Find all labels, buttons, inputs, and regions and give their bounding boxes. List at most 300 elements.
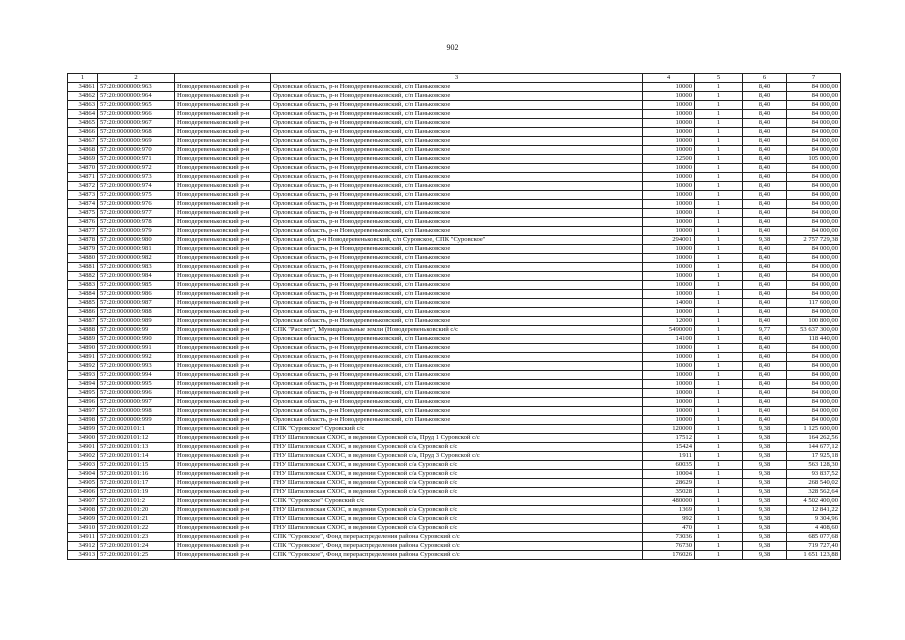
address-cell: СПК "Рассвет", Муниципальные земли (Новодеревеньковский с/с [271, 326, 643, 335]
cadastral-number-cell: 57:20:0000000:977 [98, 209, 175, 218]
table-row [68, 254, 841, 263]
count-cell: 1 [695, 326, 743, 335]
rate-cell: 9,38 [743, 515, 787, 524]
address-cell: Орловская область, р-н Новодеревеньковский, с/п Паньковское [271, 128, 643, 137]
cadastral-value-cell: 685 077,68 [787, 533, 841, 542]
rate-cell: 9,38 [743, 236, 787, 245]
cadastral-value-cell: 84 000,00 [787, 407, 841, 416]
count-cell: 1 [695, 200, 743, 209]
rate-cell: 8,40 [743, 164, 787, 173]
district-cell: Новодеревеньковский р-н [175, 92, 271, 101]
cadastral-value-cell: 84 000,00 [787, 209, 841, 218]
address-cell: Орловская область, р-н Новодеревеньковский, с/п Паньковское [271, 137, 643, 146]
cadastral-number-cell: 57:20:0000000:981 [98, 245, 175, 254]
cadastral-value-cell: 144 677,12 [787, 443, 841, 452]
address-cell: ГНУ Шатиловская СХОС, в ведении Суровской с/а Суровской с/с [271, 470, 643, 479]
area-cell: 10000 [643, 182, 695, 191]
rate-cell: 8,40 [743, 371, 787, 380]
rate-cell: 9,38 [743, 551, 787, 560]
rate-cell: 8,40 [743, 272, 787, 281]
cadastral-value-cell: 563 128,30 [787, 461, 841, 470]
row-number-cell: 34887 [68, 317, 98, 326]
area-cell: 10000 [643, 245, 695, 254]
address-cell: ГНУ Шатиловская СХОС, в ведении Суровской с/а Суровской с/с [271, 515, 643, 524]
district-cell: Новодеревеньковский р-н [175, 488, 271, 497]
column-header: 4 [643, 74, 695, 83]
address-cell: Орловская область, р-н Новодеревеньковский, с/п Паньковское [271, 380, 643, 389]
row-number-cell: 34910 [68, 524, 98, 533]
district-cell: Новодеревеньковский р-н [175, 308, 271, 317]
table-row [68, 146, 841, 155]
district-cell: Новодеревеньковский р-н [175, 173, 271, 182]
cadastral-number-cell: 57:20:0000000:975 [98, 191, 175, 200]
table-row [68, 515, 841, 524]
rate-cell: 8,40 [743, 344, 787, 353]
count-cell: 1 [695, 236, 743, 245]
table-row [68, 398, 841, 407]
table-row [68, 416, 841, 425]
district-cell: Новодеревеньковский р-н [175, 218, 271, 227]
cadastral-number-cell: 57:20:0020101:23 [98, 533, 175, 542]
cadastral-number-cell: 57:20:0020101:2 [98, 497, 175, 506]
cadastral-value-cell: 84 000,00 [787, 353, 841, 362]
table-row [68, 479, 841, 488]
district-cell: Новодеревеньковский р-н [175, 425, 271, 434]
count-cell: 1 [695, 389, 743, 398]
cadastral-value-table-container [67, 73, 840, 560]
cadastral-value-cell: 84 000,00 [787, 290, 841, 299]
cadastral-value-cell: 84 000,00 [787, 137, 841, 146]
table-row [68, 218, 841, 227]
table-row [68, 542, 841, 551]
rate-cell: 8,40 [743, 200, 787, 209]
row-number-cell: 34867 [68, 137, 98, 146]
row-number-cell: 34888 [68, 326, 98, 335]
address-cell: Орловская область, р-н Новодеревеньковский, с/п Паньковское [271, 344, 643, 353]
area-cell: 1369 [643, 506, 695, 515]
count-cell: 1 [695, 110, 743, 119]
cadastral-value-cell: 84 000,00 [787, 83, 841, 92]
rate-cell: 8,40 [743, 137, 787, 146]
cadastral-value-cell: 268 540,02 [787, 479, 841, 488]
row-number-cell: 34863 [68, 101, 98, 110]
cadastral-value-cell: 84 000,00 [787, 389, 841, 398]
district-cell: Новодеревеньковский р-н [175, 416, 271, 425]
header-row [68, 74, 841, 83]
district-cell: Новодеревеньковский р-н [175, 479, 271, 488]
address-cell: ГНУ Шатиловская СХОС, в ведении Суровской с/а, Пруд 3 Суровской с/с [271, 452, 643, 461]
count-cell: 1 [695, 425, 743, 434]
count-cell: 1 [695, 218, 743, 227]
district-cell: Новодеревеньковский р-н [175, 128, 271, 137]
count-cell: 1 [695, 371, 743, 380]
rate-cell: 8,40 [743, 335, 787, 344]
row-number-cell: 34900 [68, 434, 98, 443]
address-cell: ГНУ Шатиловская СХОС, в ведении Суровской с/а Суровской с/с [271, 443, 643, 452]
address-cell: СПК "Суровское", Фонд перераспределения района Суровский с/с [271, 542, 643, 551]
rate-cell: 8,40 [743, 254, 787, 263]
cadastral-value-cell: 53 637 300,00 [787, 326, 841, 335]
table-row [68, 380, 841, 389]
area-cell: 10000 [643, 407, 695, 416]
cadastral-number-cell: 57:20:0020101:12 [98, 434, 175, 443]
address-cell: Орловская область, р-н Новодеревеньковский, с/п Паньковское [271, 146, 643, 155]
rate-cell: 8,40 [743, 182, 787, 191]
table-row [68, 281, 841, 290]
address-cell: Орловская область, р-н Новодеревеньковский, с/п Паньковское [271, 362, 643, 371]
cadastral-value-cell: 84 000,00 [787, 101, 841, 110]
table-row [68, 263, 841, 272]
cadastral-value-cell: 719 727,40 [787, 542, 841, 551]
count-cell: 1 [695, 380, 743, 389]
row-number-cell: 34884 [68, 290, 98, 299]
area-cell: 480000 [643, 497, 695, 506]
cadastral-number-cell: 57:20:0000000:984 [98, 272, 175, 281]
row-number-cell: 34909 [68, 515, 98, 524]
cadastral-value-cell: 12 841,22 [787, 506, 841, 515]
district-cell: Новодеревеньковский р-н [175, 533, 271, 542]
address-cell: Орловская область, р-н Новодеревеньковский, с/п Паньковское [271, 281, 643, 290]
cadastral-number-cell: 57:20:0000000:980 [98, 236, 175, 245]
area-cell: 35028 [643, 488, 695, 497]
cadastral-value-cell: 84 000,00 [787, 110, 841, 119]
count-cell: 1 [695, 92, 743, 101]
area-cell: 10000 [643, 200, 695, 209]
cadastral-value-cell: 84 000,00 [787, 272, 841, 281]
cadastral-value-cell: 4 502 400,00 [787, 497, 841, 506]
count-cell: 1 [695, 542, 743, 551]
table-row [68, 173, 841, 182]
cadastral-value-cell: 84 000,00 [787, 200, 841, 209]
row-number-cell: 34877 [68, 227, 98, 236]
row-number-cell: 34911 [68, 533, 98, 542]
cadastral-value-cell: 105 000,00 [787, 155, 841, 164]
address-cell: Орловская область, р-н Новодеревеньковский, с/п Паньковское [271, 182, 643, 191]
row-number-cell: 34880 [68, 254, 98, 263]
cadastral-number-cell: 57:20:0000000:985 [98, 281, 175, 290]
count-cell: 1 [695, 479, 743, 488]
address-cell: Орловская область, р-н Новодеревеньковский, с/п Паньковское [271, 110, 643, 119]
table-row [68, 497, 841, 506]
rate-cell: 8,40 [743, 128, 787, 137]
row-number-cell: 34861 [68, 83, 98, 92]
cadastral-number-cell: 57:20:0000000:991 [98, 344, 175, 353]
area-cell: 10000 [643, 416, 695, 425]
column-header [175, 74, 271, 83]
count-cell: 1 [695, 470, 743, 479]
district-cell: Новодеревеньковский р-н [175, 119, 271, 128]
rate-cell: 8,40 [743, 308, 787, 317]
area-cell: 10000 [643, 353, 695, 362]
district-cell: Новодеревеньковский р-н [175, 290, 271, 299]
count-cell: 1 [695, 515, 743, 524]
count-cell: 1 [695, 317, 743, 326]
count-cell: 1 [695, 443, 743, 452]
cadastral-number-cell: 57:20:0020101:14 [98, 452, 175, 461]
cadastral-value-cell: 117 600,00 [787, 299, 841, 308]
district-cell: Новодеревеньковский р-н [175, 146, 271, 155]
district-cell: Новодеревеньковский р-н [175, 209, 271, 218]
table-row [68, 110, 841, 119]
district-cell: Новодеревеньковский р-н [175, 254, 271, 263]
row-number-cell: 34891 [68, 353, 98, 362]
row-number-cell: 34872 [68, 182, 98, 191]
table-row [68, 533, 841, 542]
table-row [68, 389, 841, 398]
count-cell: 1 [695, 524, 743, 533]
count-cell: 1 [695, 209, 743, 218]
district-cell: Новодеревеньковский р-н [175, 515, 271, 524]
area-cell: 10000 [643, 371, 695, 380]
rate-cell: 9,38 [743, 461, 787, 470]
cadastral-value-cell: 84 000,00 [787, 308, 841, 317]
row-number-cell: 34902 [68, 452, 98, 461]
row-number-cell: 34873 [68, 191, 98, 200]
address-cell: Орловская область, р-н Новодеревеньковский, с/п Паньковское [271, 335, 643, 344]
area-cell: 17512 [643, 434, 695, 443]
address-cell: Орловская область, р-н Новодеревеньковский, с/п Паньковское [271, 155, 643, 164]
cadastral-number-cell: 57:20:0000000:976 [98, 200, 175, 209]
area-cell: 60035 [643, 461, 695, 470]
area-cell: 73036 [643, 533, 695, 542]
district-cell: Новодеревеньковский р-н [175, 452, 271, 461]
rate-cell: 8,40 [743, 281, 787, 290]
rate-cell: 8,40 [743, 92, 787, 101]
cadastral-number-cell: 57:20:0020101:22 [98, 524, 175, 533]
area-cell: 14100 [643, 335, 695, 344]
column-header: 3 [271, 74, 643, 83]
table-row [68, 317, 841, 326]
cadastral-value-cell: 84 000,00 [787, 227, 841, 236]
table-row [68, 362, 841, 371]
area-cell: 12000 [643, 317, 695, 326]
district-cell: Новодеревеньковский р-н [175, 155, 271, 164]
count-cell: 1 [695, 335, 743, 344]
cadastral-value-cell: 84 000,00 [787, 128, 841, 137]
address-cell: Орловская область, р-н Новодеревеньковский, с/п Паньковское [271, 317, 643, 326]
address-cell: Орловская область, р-н Новодеревеньковский, с/п Паньковское [271, 308, 643, 317]
count-cell: 1 [695, 290, 743, 299]
address-cell: СПК "Суровское" Суровский с/с [271, 497, 643, 506]
area-cell: 10000 [643, 227, 695, 236]
address-cell: Орловская область, р-н Новодеревеньковский, с/п Паньковское [271, 227, 643, 236]
cadastral-number-cell: 57:20:0000000:979 [98, 227, 175, 236]
row-number-cell: 34879 [68, 245, 98, 254]
row-number-cell: 34874 [68, 200, 98, 209]
area-cell: 10000 [643, 101, 695, 110]
cadastral-value-cell: 84 000,00 [787, 398, 841, 407]
count-cell: 1 [695, 434, 743, 443]
address-cell: Орловская область, р-н Новодеревеньковский, с/п Паньковское [271, 101, 643, 110]
address-cell: Орловская область, р-н Новодеревеньковский, с/п Паньковское [271, 398, 643, 407]
district-cell: Новодеревеньковский р-н [175, 200, 271, 209]
cadastral-value-cell: 84 000,00 [787, 380, 841, 389]
table-row [68, 236, 841, 245]
table-row [68, 137, 841, 146]
cadastral-number-cell: 57:20:0000000:988 [98, 308, 175, 317]
column-header: 1 [68, 74, 98, 83]
rate-cell: 8,40 [743, 389, 787, 398]
district-cell: Новодеревеньковский р-н [175, 389, 271, 398]
rate-cell: 8,40 [743, 191, 787, 200]
cadastral-value-cell: 84 000,00 [787, 371, 841, 380]
cadastral-number-cell: 57:20:0000000:963 [98, 83, 175, 92]
rate-cell: 8,40 [743, 110, 787, 119]
row-number-cell: 34905 [68, 479, 98, 488]
rate-cell: 8,40 [743, 263, 787, 272]
cadastral-number-cell: 57:20:0020101:16 [98, 470, 175, 479]
cadastral-number-cell: 57:20:0020101:17 [98, 479, 175, 488]
row-number-cell: 34889 [68, 335, 98, 344]
address-cell: Орловская область, р-н Новодеревеньковский, с/п Паньковское [271, 209, 643, 218]
area-cell: 10000 [643, 290, 695, 299]
address-cell: Орловская область, р-н Новодеревеньковский, с/п Паньковское [271, 83, 643, 92]
district-cell: Новодеревеньковский р-н [175, 542, 271, 551]
area-cell: 10000 [643, 344, 695, 353]
rate-cell: 9,38 [743, 506, 787, 515]
address-cell: Орловская область, р-н Новодеревеньковский, с/п Паньковское [271, 353, 643, 362]
cadastral-value-cell: 100 800,00 [787, 317, 841, 326]
area-cell: 10000 [643, 164, 695, 173]
table-row [68, 164, 841, 173]
cadastral-value-cell: 1 125 600,00 [787, 425, 841, 434]
address-cell: Орловская область, р-н Новодеревеньковский, с/п Паньковское [271, 272, 643, 281]
cadastral-number-cell: 57:20:0000000:983 [98, 263, 175, 272]
area-cell: 470 [643, 524, 695, 533]
row-number-cell: 34906 [68, 488, 98, 497]
cadastral-number-cell: 57:20:0020101:24 [98, 542, 175, 551]
rate-cell: 9,38 [743, 497, 787, 506]
cadastral-number-cell: 57:20:0000000:968 [98, 128, 175, 137]
row-number-cell: 34892 [68, 362, 98, 371]
row-number-cell: 34876 [68, 218, 98, 227]
district-cell: Новодеревеньковский р-н [175, 83, 271, 92]
rate-cell: 8,40 [743, 209, 787, 218]
cadastral-value-cell: 84 000,00 [787, 191, 841, 200]
row-number-cell: 34886 [68, 308, 98, 317]
count-cell: 1 [695, 155, 743, 164]
area-cell: 992 [643, 515, 695, 524]
count-cell: 1 [695, 119, 743, 128]
area-cell: 10000 [643, 137, 695, 146]
cadastral-value-cell: 4 408,60 [787, 524, 841, 533]
district-cell: Новодеревеньковский р-н [175, 461, 271, 470]
table-row [68, 182, 841, 191]
address-cell: СПК "Суровское", Фонд перераспределения района Суровский с/с [271, 533, 643, 542]
row-number-cell: 34878 [68, 236, 98, 245]
cadastral-value-cell: 84 000,00 [787, 416, 841, 425]
area-cell: 120000 [643, 425, 695, 434]
address-cell: ГНУ Шатиловская СХОС, в ведении Суровской с/а Суровской с/с [271, 479, 643, 488]
cadastral-value-cell: 17 925,18 [787, 452, 841, 461]
rate-cell: 8,40 [743, 317, 787, 326]
area-cell: 1911 [643, 452, 695, 461]
cadastral-number-cell: 57:20:0000000:974 [98, 182, 175, 191]
cadastral-number-cell: 57:20:0000000:989 [98, 317, 175, 326]
count-cell: 1 [695, 353, 743, 362]
cadastral-number-cell: 57:20:0020101:1 [98, 425, 175, 434]
count-cell: 1 [695, 272, 743, 281]
district-cell: Новодеревеньковский р-н [175, 371, 271, 380]
address-cell: Орловская область, р-н Новодеревеньковский, с/п Паньковское [271, 218, 643, 227]
count-cell: 1 [695, 164, 743, 173]
address-cell: Орловская область, р-н Новодеревеньковский, с/п Паньковское [271, 173, 643, 182]
rate-cell: 8,40 [743, 218, 787, 227]
area-cell: 176026 [643, 551, 695, 560]
cadastral-number-cell: 57:20:0020101:19 [98, 488, 175, 497]
district-cell: Новодеревеньковский р-н [175, 497, 271, 506]
cadastral-number-cell: 57:20:0000000:993 [98, 362, 175, 371]
district-cell: Новодеревеньковский р-н [175, 353, 271, 362]
cadastral-value-cell: 1 651 123,88 [787, 551, 841, 560]
table-row [68, 128, 841, 137]
district-cell: Новодеревеньковский р-н [175, 272, 271, 281]
count-cell: 1 [695, 182, 743, 191]
row-number-cell: 34912 [68, 542, 98, 551]
district-cell: Новодеревеньковский р-н [175, 335, 271, 344]
count-cell: 1 [695, 497, 743, 506]
table-row [68, 119, 841, 128]
table-row [68, 434, 841, 443]
row-number-cell: 34885 [68, 299, 98, 308]
cadastral-number-cell: 57:20:0000000:996 [98, 389, 175, 398]
address-cell: Орловская область, р-н Новодеревеньковский, с/п Паньковское [271, 245, 643, 254]
row-number-cell: 34907 [68, 497, 98, 506]
address-cell: СПК "Суровское", Фонд перераспределения района Суровский с/с [271, 551, 643, 560]
area-cell: 10000 [643, 191, 695, 200]
address-cell: Орловская область, р-н Новодеревеньковский, с/п Паньковское [271, 200, 643, 209]
district-cell: Новодеревеньковский р-н [175, 101, 271, 110]
cadastral-number-cell: 57:20:0000000:967 [98, 119, 175, 128]
area-cell: 10000 [643, 218, 695, 227]
area-cell: 10000 [643, 272, 695, 281]
cadastral-value-cell: 84 000,00 [787, 119, 841, 128]
district-cell: Новодеревеньковский р-н [175, 281, 271, 290]
district-cell: Новодеревеньковский р-н [175, 326, 271, 335]
cadastral-number-cell: 57:20:0000000:971 [98, 155, 175, 164]
district-cell: Новодеревеньковский р-н [175, 434, 271, 443]
cadastral-value-cell: 84 000,00 [787, 218, 841, 227]
rate-cell: 8,40 [743, 83, 787, 92]
district-cell: Новодеревеньковский р-н [175, 299, 271, 308]
table-row [68, 101, 841, 110]
count-cell: 1 [695, 245, 743, 254]
cadastral-value-cell: 84 000,00 [787, 92, 841, 101]
area-cell: 28629 [643, 479, 695, 488]
count-cell: 1 [695, 362, 743, 371]
cadastral-value-cell: 118 440,00 [787, 335, 841, 344]
cadastral-number-cell: 57:20:0000000:998 [98, 407, 175, 416]
count-cell: 1 [695, 299, 743, 308]
cadastral-value-cell: 84 000,00 [787, 245, 841, 254]
address-cell: Орловская область, р-н Новодеревеньковский, с/п Паньковское [271, 407, 643, 416]
cadastral-value-cell: 328 562,64 [787, 488, 841, 497]
district-cell: Новодеревеньковский р-н [175, 407, 271, 416]
table-row [68, 308, 841, 317]
row-number-cell: 34908 [68, 506, 98, 515]
count-cell: 1 [695, 227, 743, 236]
cadastral-value-cell: 84 000,00 [787, 362, 841, 371]
row-number-cell: 34871 [68, 173, 98, 182]
row-number-cell: 34882 [68, 272, 98, 281]
table-row [68, 452, 841, 461]
district-cell: Новодеревеньковский р-н [175, 110, 271, 119]
area-cell: 10000 [643, 380, 695, 389]
cadastral-value-cell: 84 000,00 [787, 281, 841, 290]
cadastral-number-cell: 57:20:0000000:987 [98, 299, 175, 308]
table-row [68, 227, 841, 236]
row-number-cell: 34904 [68, 470, 98, 479]
